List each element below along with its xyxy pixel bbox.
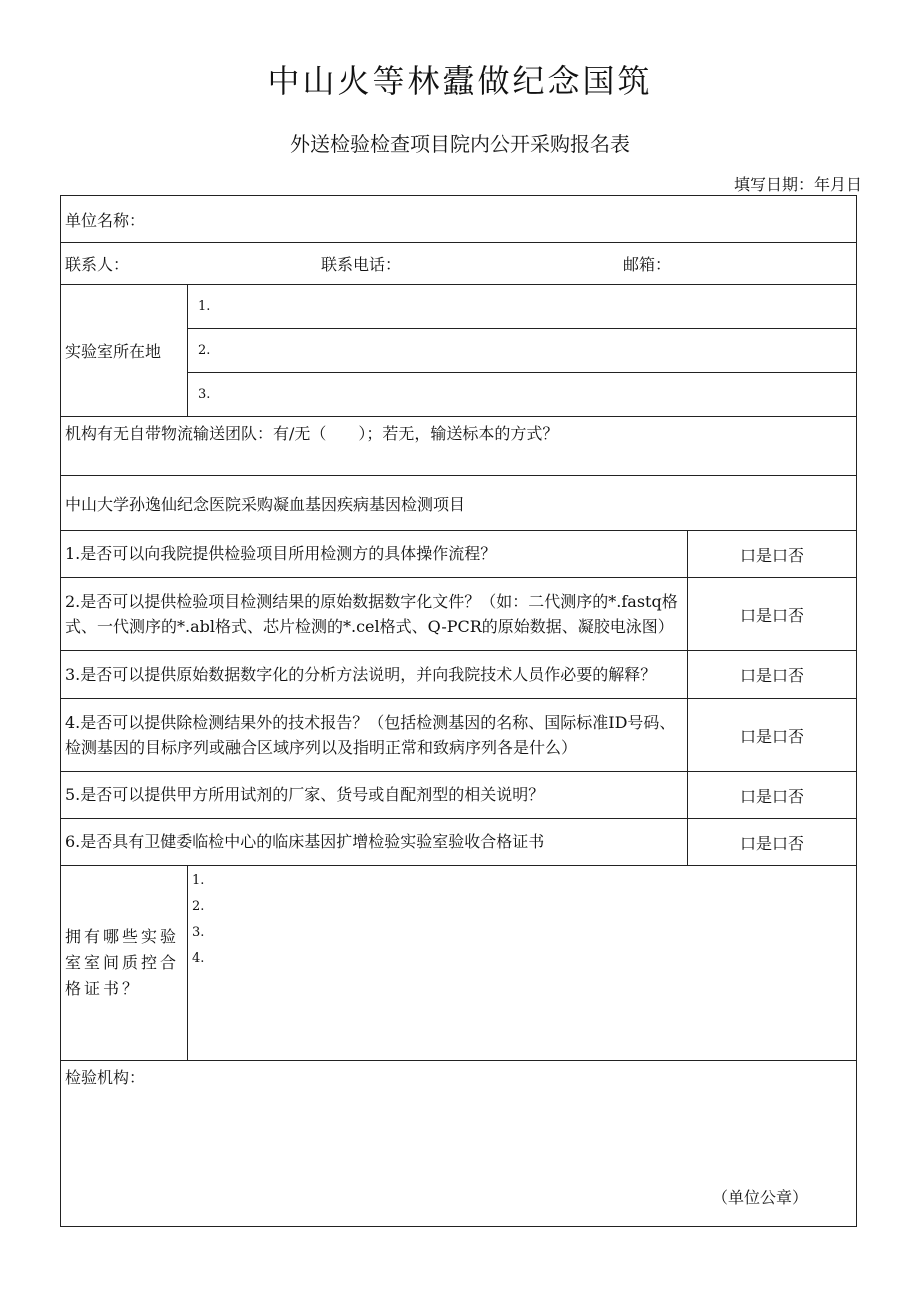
unit-name-field[interactable]: [61, 196, 857, 243]
question-2: 2.是否可以提供检验项目检测结果的原始数据数字化文件？（如：二代测序的*.fastq格式、一代测序的*.abl格式、芯片检测的*.cel格式、Q-PCR的原始数据、凝胶电泳图）: [61, 578, 688, 651]
question-4: 4.是否可以提供除检测结果外的技术报告？（包括检测基因的名称、国际标准ID号码、检测基因的目标序列或融合区域序列以及指明正常和致病序列各是什么）: [61, 699, 688, 772]
yes-no-checkbox-6[interactable]: 口是口否: [688, 819, 857, 866]
document-title: 中山火等林蠹做纪念国筑: [267, 62, 653, 100]
fill-date-label: 填写日期：年月日: [733, 175, 862, 194]
lab-location-field-2[interactable]: 2.: [188, 329, 857, 373]
contact-phone-label: 联系电话：: [321, 255, 402, 274]
cert-item-2: 2.: [192, 899, 205, 914]
logistics-question[interactable]: 机构有无自带物流输送团队：有/无（ ）；若无，输送标本的方式？: [61, 417, 857, 476]
yes-no-checkbox-5[interactable]: 口是口否: [688, 772, 857, 819]
email-label: 邮箱：: [623, 255, 672, 274]
question-1: 1.是否可以向我院提供检验项目所用检测方的具体操作流程？: [61, 531, 688, 578]
org-signature-field[interactable]: [61, 1061, 857, 1227]
question-3: 3.是否可以提供原始数据数字化的分析方法说明，并向我院技术人员作必要的解释？: [61, 651, 688, 699]
lab-location-field-1[interactable]: 1.: [188, 285, 857, 329]
cert-item-3: 3.: [192, 925, 205, 940]
cert-item-1: 1.: [192, 873, 205, 888]
cert-list-field[interactable]: [188, 866, 857, 1061]
form-subtitle: 外送检验检查项目院内公开采购报名表: [290, 132, 630, 156]
question-6: 6.是否具有卫健委临检中心的临床基因扩增检验实验室验收合格证书: [61, 819, 688, 866]
lab-location-field-3[interactable]: 3.: [188, 373, 857, 417]
lab-location-label: 实验室所在地: [61, 285, 188, 417]
yes-no-checkbox-4[interactable]: 口是口否: [688, 699, 857, 772]
seal-label: （单位公章）: [711, 1188, 808, 1207]
cert-item-4: 4.: [192, 951, 205, 966]
yes-no-checkbox-3[interactable]: 口是口否: [688, 651, 857, 699]
contact-person-label: 联系人：: [65, 255, 130, 274]
registration-form-table: [60, 195, 857, 1227]
cert-label: 拥有哪些实验室室间质控合格证书？: [61, 866, 188, 1061]
unit-name-label: 单位名称：: [65, 210, 146, 230]
contact-row: [61, 243, 857, 285]
question-5: 5.是否可以提供甲方所用试剂的厂家、货号或自配剂型的相关说明？: [61, 772, 688, 819]
project-title: 中山大学孙逸仙纪念医院采购凝血基因疾病基因检测项目: [61, 476, 857, 531]
yes-no-checkbox-1[interactable]: 口是口否: [688, 531, 857, 578]
org-label: 检验机构：: [65, 1068, 146, 1087]
yes-no-checkbox-2[interactable]: 口是口否: [688, 578, 857, 651]
